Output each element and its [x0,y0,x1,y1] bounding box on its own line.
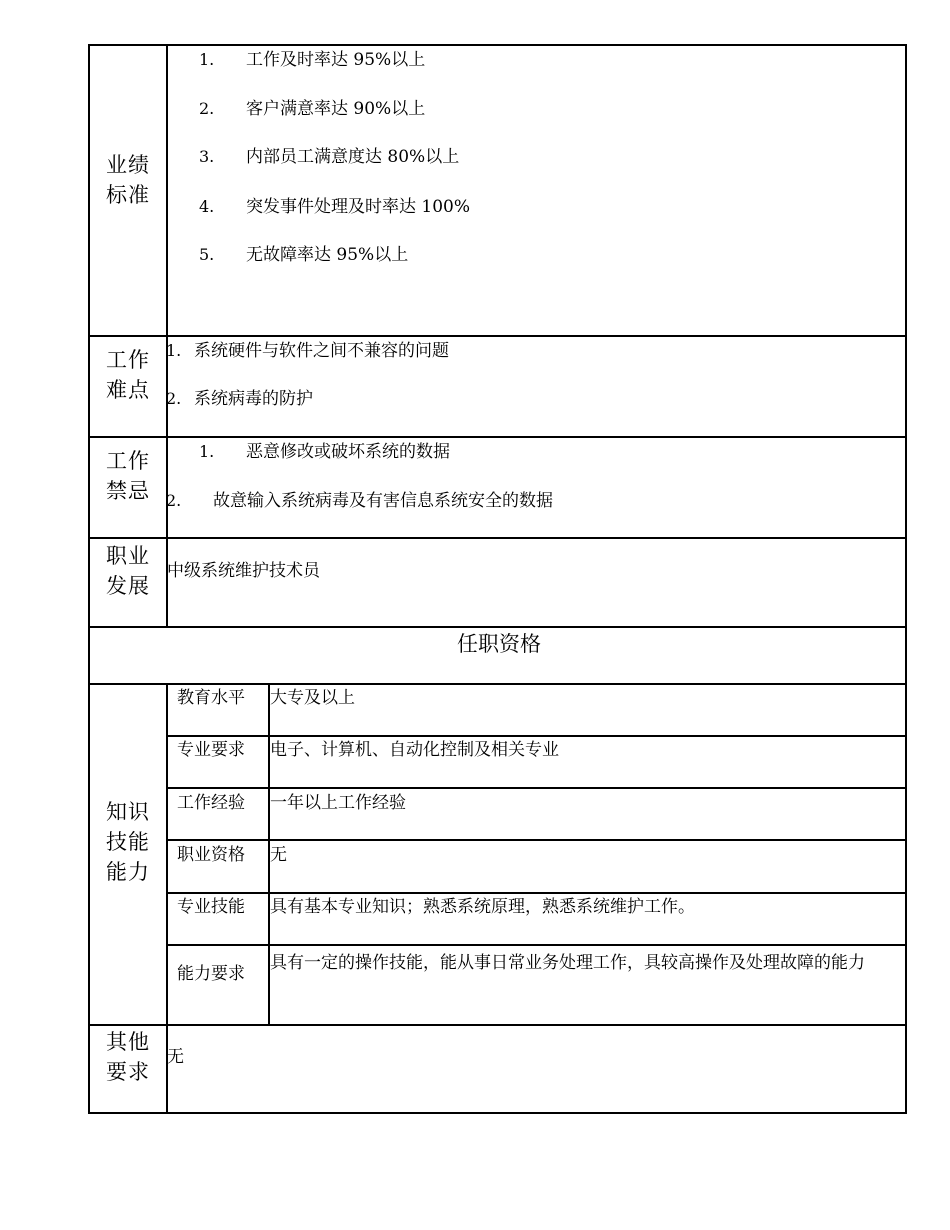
row-key: 教育水平 [177,688,245,708]
other-label: 其他 要求 [106,1030,150,1084]
item-number: 4. [199,197,215,216]
table-border [88,1112,907,1114]
table-border [166,44,168,627]
table-border [166,944,907,946]
table-border [88,1024,907,1026]
career-text: 中级系统维护技术员 [167,561,320,581]
row-value: 无 [270,845,287,865]
table-border [88,436,907,438]
item-text: 无故障率达 95%以上 [246,245,409,265]
table-border [166,787,907,789]
table-border [88,335,907,337]
row-key: 专业技能 [177,897,245,917]
item-number: 1. [166,341,182,360]
table-border [88,537,907,539]
other-text: 无 [167,1047,184,1067]
item-number: 5. [199,245,215,264]
difficulties-label: 工作 难点 [106,348,150,402]
item-number: 1. [199,442,215,461]
performance-label: 业绩 标准 [106,153,150,207]
row-key: 专业要求 [177,740,245,760]
item-text: 工作及时率达 95%以上 [246,50,426,70]
row-key: 能力要求 [177,964,245,984]
row-value: 具有一定的操作技能，能从事日常业务处理工作，具较高操作及处理故障的能力 [270,953,865,973]
item-text: 恶意修改或破坏系统的数据 [246,442,450,462]
item-text: 系统硬件与软件之间不兼容的问题 [194,341,449,361]
row-value: 电子、计算机、自动化控制及相关专业 [270,740,559,760]
table-border [166,735,907,737]
table-border [88,683,907,685]
row-key: 职业资格 [177,845,245,865]
career-label: 职业 发展 [106,544,150,598]
item-text: 客户满意率达 90%以上 [246,99,426,119]
row-value: 具有基本专业知识；熟悉系统原理，熟悉系统维护工作。 [270,897,695,917]
table-border [88,44,907,46]
item-number: 2. [166,389,182,408]
row-key: 工作经验 [177,793,245,813]
item-number: 2. [199,99,215,118]
item-number: 3. [199,147,215,166]
item-number: 1. [199,50,215,69]
prohibitions-label: 工作 禁忌 [106,449,150,503]
item-text: 内部员工满意度达 80%以上 [246,147,460,167]
item-text: 系统病毒的防护 [194,389,313,409]
table-border [166,839,907,841]
table-border [88,626,907,628]
item-number: 2. [166,491,182,510]
item-text: 故意输入系统病毒及有害信息系统安全的数据 [213,491,553,511]
item-text: 突发事件处理及时率达 100% [246,197,471,217]
row-value: 大专及以上 [270,688,355,708]
row-value: 一年以上工作经验 [270,793,406,813]
qualifications-title: 任职资格 [457,632,541,656]
table-border [905,44,907,1113]
table-border [166,892,907,894]
knowledge-label: 知识 技能 能力 [106,800,150,884]
